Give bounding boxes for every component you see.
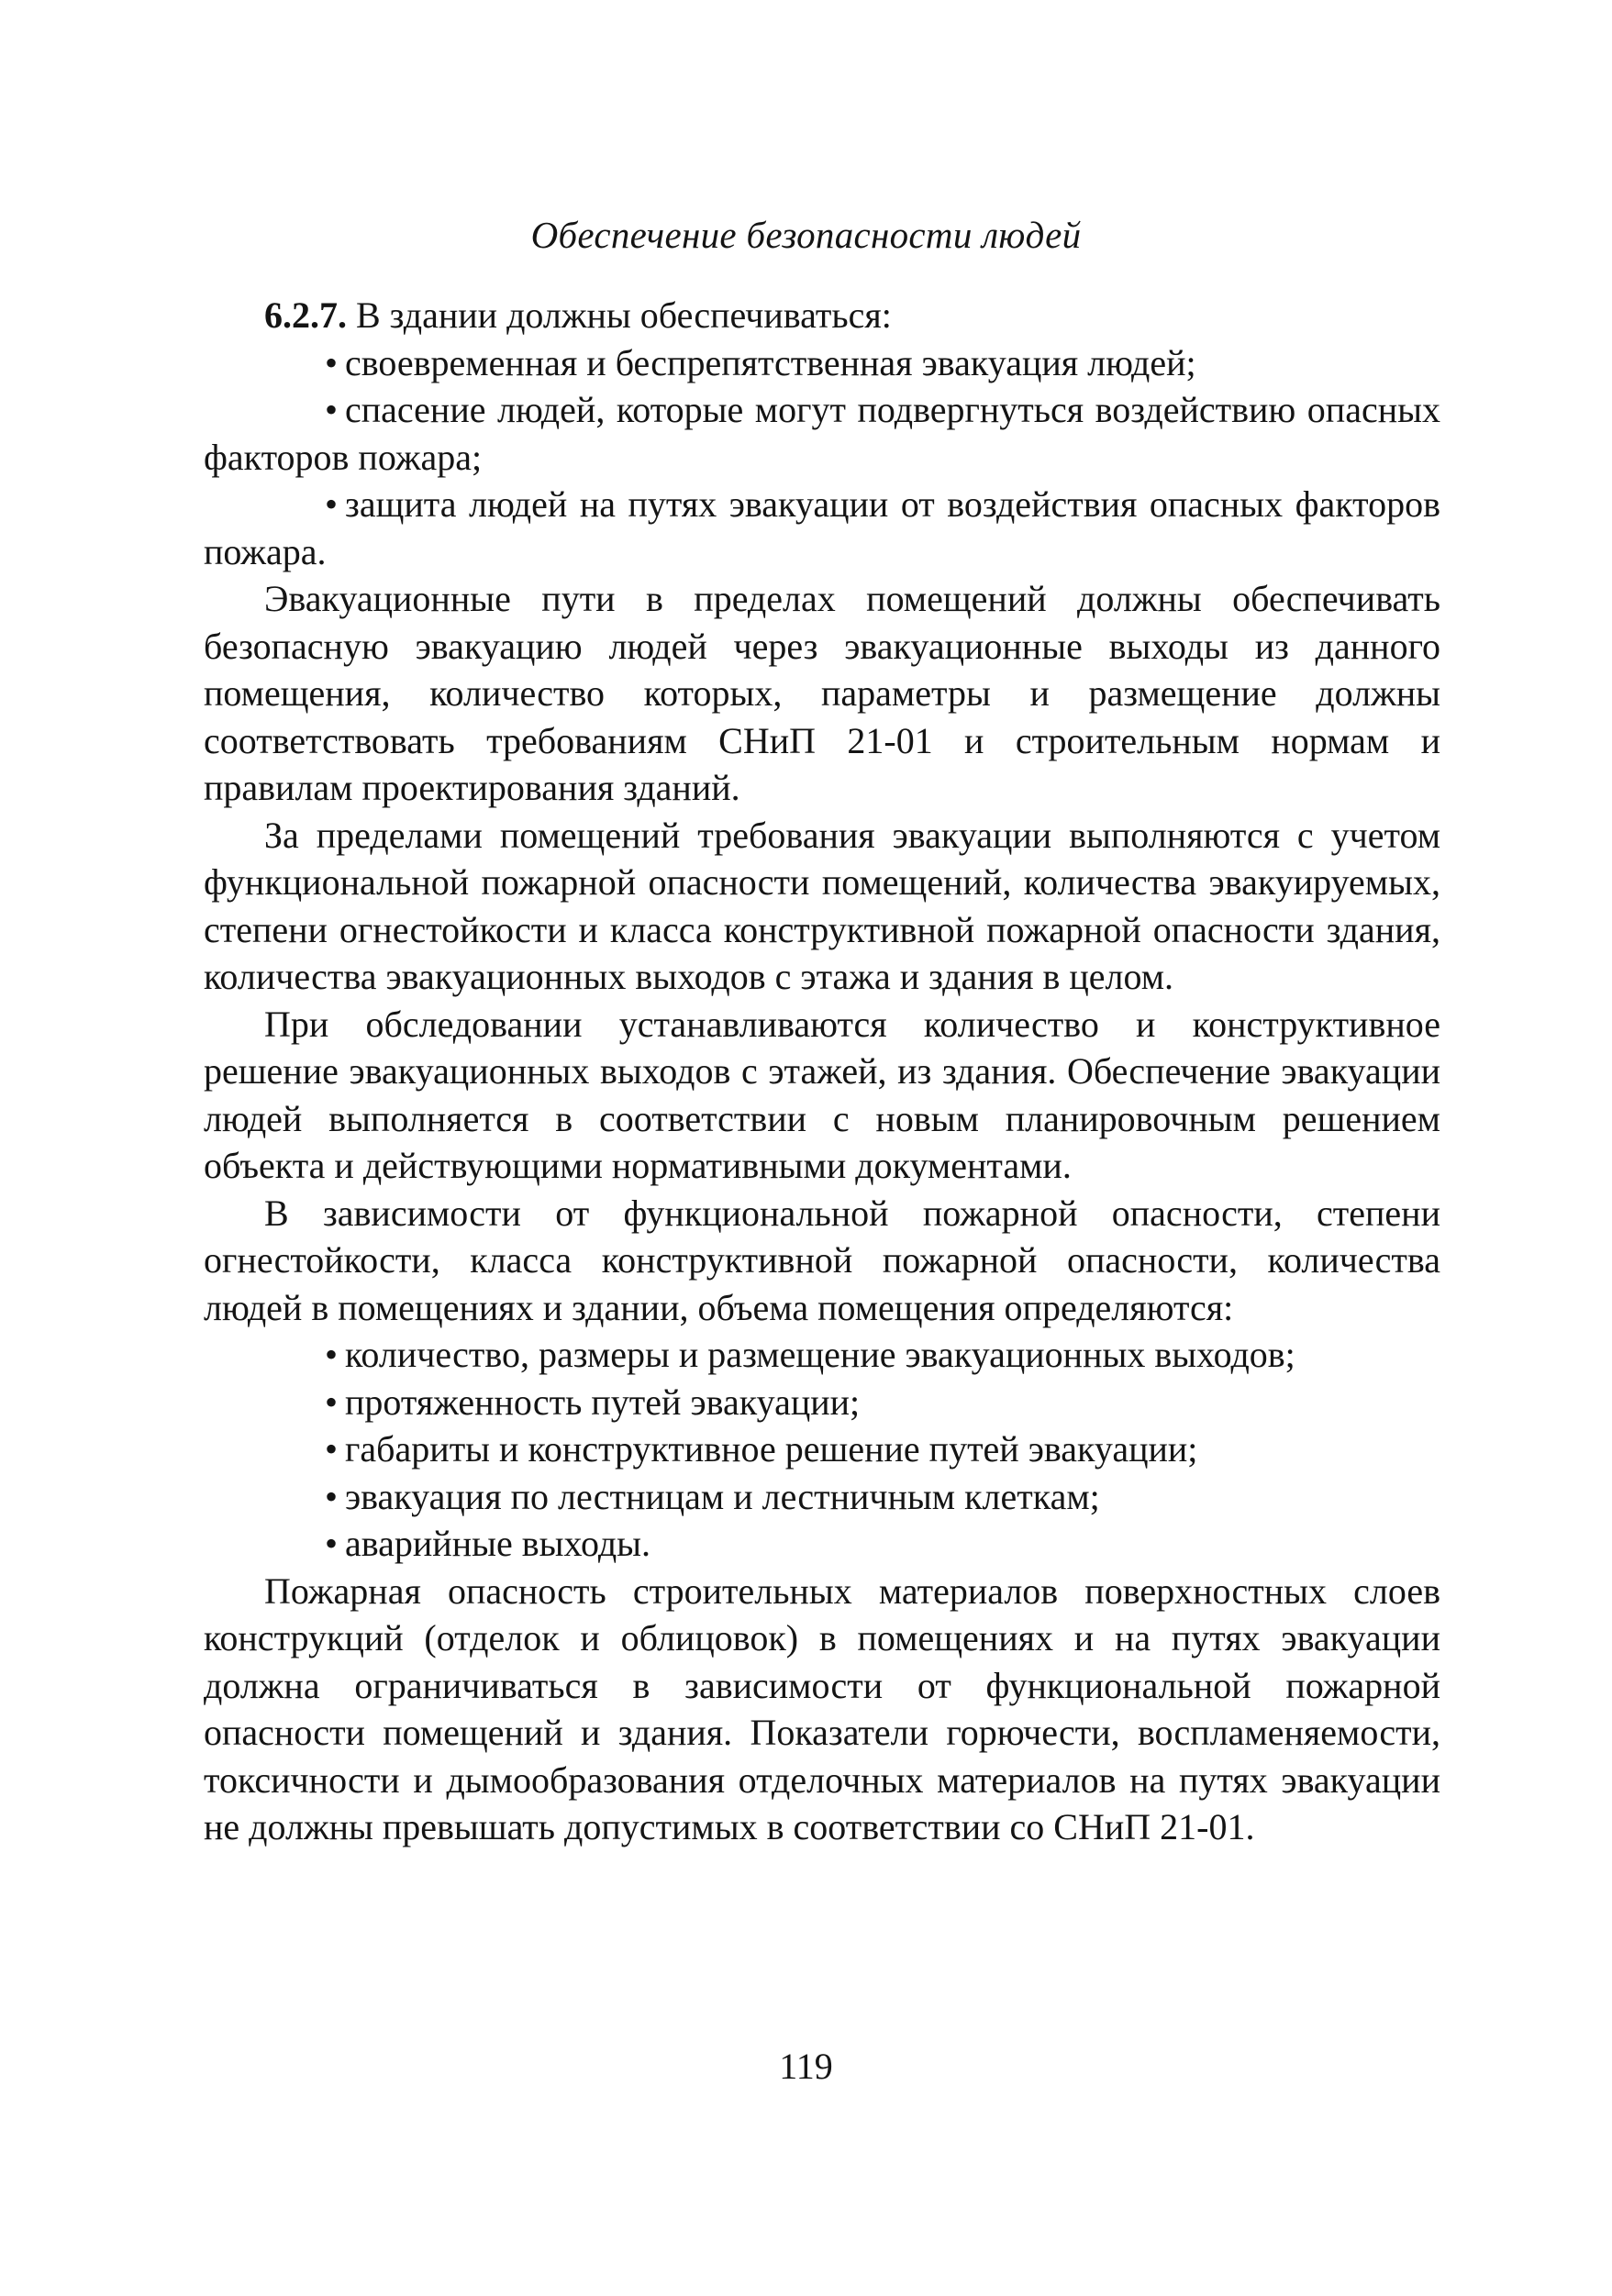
page-body [204,292,1440,1851]
list-item: • аварийные выходы. [204,1520,1440,1568]
body-paragraph: Пожарная опасность строительных материалов поверхностных слоев конструкций (отделок и облицовок) в помещениях и на путях эвакуации должна ограничиваться в зависимости от функциональной пожарной опасности помещений и здания. Показатели горючести, воспламеняемости, токсичности и дымообразования отделочных материалов на путях эвакуации не должны превышать допустимых в соответствии со СНиП 21-01. [204,1569,1440,1847]
bullet-icon: • [325,483,339,525]
list-item: • своевременная и беспрепятственная эвакуация людей; [204,339,1440,387]
clause-number: 6.2.7. [264,294,347,336]
body-paragraph: При обследовании устанавливаются количество и конструктивное решение эвакуационных выходов с этажей, из здания. Обеспечение эвакуации людей выполняется в соответствии с новым планировочным решением объекта и действующими нормативными документами. [204,1003,1440,1186]
list-item: • протяженность путей эвакуации; [204,1379,1440,1426]
bullet-icon: • [325,1334,339,1375]
bullet-icon: • [325,1428,339,1470]
list-item: • габариты и конструктивное решение путей эвакуации; [204,1425,1440,1473]
bullet-icon: • [325,1523,339,1564]
list-item: • количество, размеры и размещение эвакуационных выходов; [204,1331,1440,1379]
clause-intro: В здании должны обеспечиваться: [347,294,892,336]
list-item: • защита людей на путях эвакуации от воздействия опасных факторов пожара. [204,481,1440,575]
bullet-icon: • [325,341,339,383]
body-paragraph: Эвакуационные пути в пределах помещений должны обеспечивать безопасную эвакуацию людей через эвакуационные выходы из данного помещения, количество которых, параметры и размещение должны соответствовать требованиям СНиП 21-01 и строительным нормам и правилам проектирования зданий. [204,578,1440,808]
body-paragraph: За пределами помещений требования эвакуации выполняются с учетом функциональной пожарной опасности помещений, количества эвакуируемых, степени огнестойкости и класса конструктивной пожарной опасности здания, количества эвакуационных выходов с этажа и здания в целом. [204,814,1440,997]
body-paragraph: В зависимости от функциональной пожарной опасности, степени огнестойкости, класса конструктивной пожарной опасности, количества людей в помещениях и здании, объема помещения определяются: [204,1192,1440,1328]
page-number: 119 [779,2046,833,2087]
running-header: Обеспечение безопасности людей [530,214,1082,256]
bullet-icon: • [325,1475,339,1517]
list-item: • эвакуация по лестницам и лестничным клеткам; [204,1473,1440,1521]
bullet-icon: • [325,389,339,430]
bullet-icon: • [325,1381,339,1423]
clause-paragraph [204,292,1440,339]
list-item: • спасение людей, которые могут подвергнуться воздействию опасных факторов пожара; [204,386,1440,481]
